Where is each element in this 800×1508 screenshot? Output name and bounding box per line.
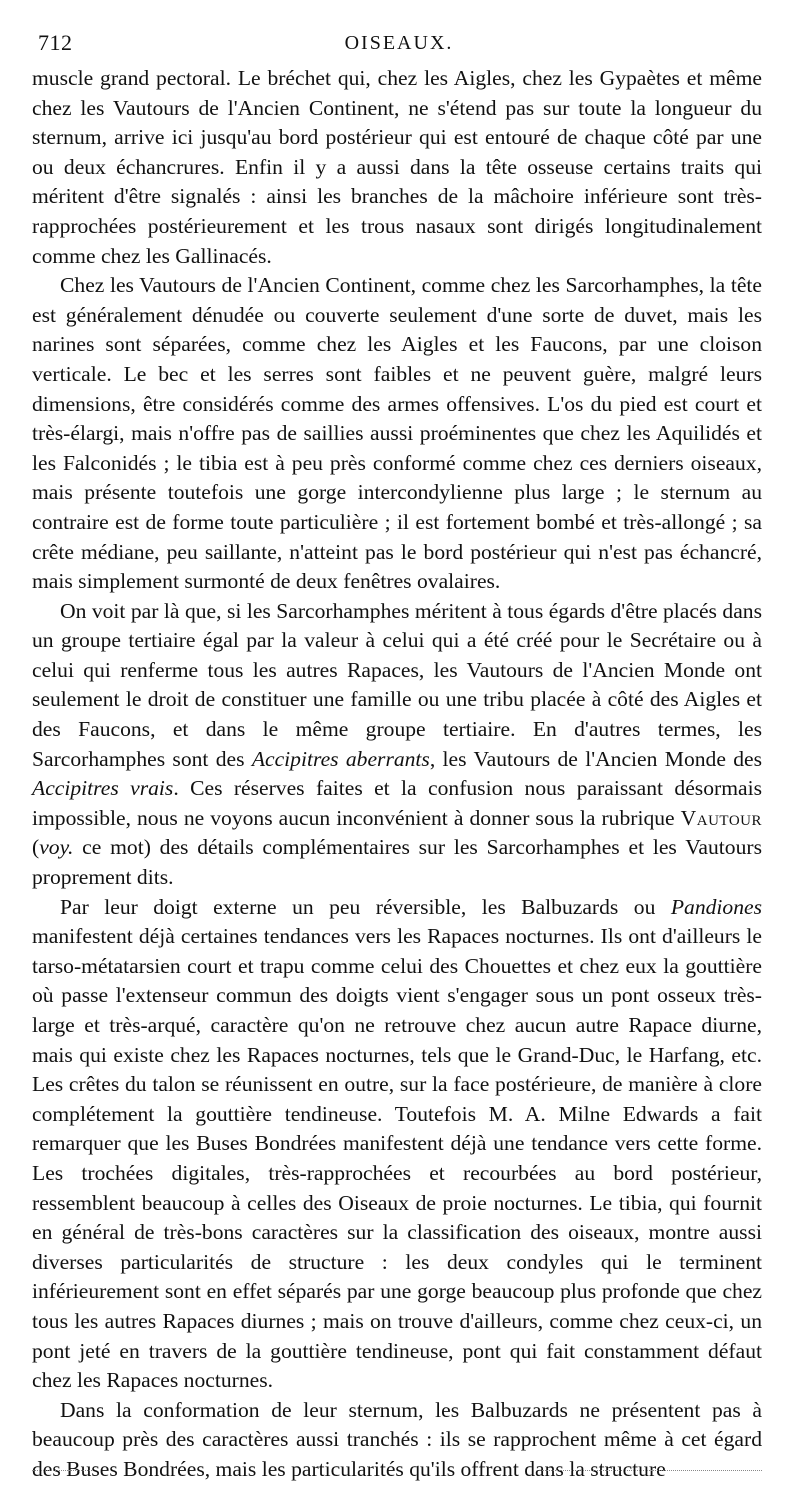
- italic-term-pandiones: Pandiones: [670, 894, 762, 919]
- page-header: [38, 30, 760, 60]
- page-number: 712: [38, 30, 73, 55]
- italic-voy: voy.: [39, 835, 74, 860]
- paragraph-2: [32, 271, 762, 597]
- italic-term-accipitres-vrais: Accipitres vrais: [32, 776, 174, 801]
- paragraph-4-text-a: Par leur doigt externe un peu réversible, les Balbuzards ou: [60, 894, 671, 919]
- paragraph-4: [32, 893, 762, 1396]
- paragraph-1-text: muscle grand pectoral. Le bréchet qui, chez les Aigles, chez les Gypaètes et même chez les Vautours de l'Ancien Continent, ne s'étend pas sur toute la longueur du sternum, arrive ici jusqu'au bord postérieur qui est entouré de chaque côté par une ou deux échancrures. Enfin il y a aussi dans la tête osseuse certains traits qui méritent d'être signalés : ainsi les branches de la mâchoire inférieure sont très-rapprochées postérieurement et les trous nasaux sont dirigés longitudinalement comme chez les Gallinacés.: [32, 66, 762, 268]
- paragraph-3: [32, 597, 762, 893]
- footer-mark-left: [32, 1470, 92, 1472]
- paragraph-3-text-d: (: [32, 835, 40, 860]
- body-text: [32, 64, 762, 1485]
- paragraph-3-text-b: , les Vautours de l'Ancien Monde des: [429, 746, 763, 771]
- paragraph-3-text-a: On voit par là que, si les Sarcorhamphes méritent à tous égards d'être placés dans un groupe tertiaire égal par la valeur à celui qui a été créé pour le Secrétaire ou à celui qui renferme tous les autres Rapaces, les Vautours de l'Ancien Monde ont seulement le droit de constituer une famille ou une tribu placée à côté des Aigles et des Faucons, et dans le même groupe tertiaire. En d'autres termes, les Sarcorhamphes sont des: [32, 598, 762, 771]
- footer-print-marks: [32, 1470, 760, 1474]
- paragraph-3-text-e: ce mot) des détails complémentaires sur les Sarcorhamphes et les Vautours proprement dits.: [32, 835, 762, 890]
- italic-term-accipitres-aberrants: Accipitres aberrants: [251, 746, 430, 771]
- cross-reference-vautour: Vautour: [680, 805, 762, 830]
- paragraph-5-text: Dans la conformation de leur sternum, les Balbuzards ne présentent pas à beaucoup près des caractères aussi tranchés : ils se rapprochent même à cet égard des Buses Bondrées, mais les particularités qu'ils offrent dans la structure: [32, 1397, 762, 1481]
- paragraph-3-text-c: . Ces réserves faites et la confusion nous paraissant désormais impossible, nous ne voyons aucun inconvénient à donner sous la rubrique: [32, 776, 762, 830]
- running-title: OISEAUX.: [344, 32, 454, 54]
- paragraph-1: [32, 64, 762, 271]
- footer-mark-right: [542, 1470, 762, 1472]
- paragraph-4-text-b: manifestent déjà certaines tendances vers les Rapaces nocturnes. Ils ont d'ailleurs le tarso-métatarsien court et trapu comme celui des Chouettes et chez eux la gouttière où passe l'extenseur commun des doigts vient s'engager sous un pont osseux très-large et très-arqué, caractère qu'on ne retrouve chez aucun autre Rapace diurne, mais qui existe chez les Rapaces nocturnes, tels que le Grand-Duc, le Harfang, etc. Les crêtes du talon se réunissent en outre, sur la face postérieure, de manière à clore complétement la gouttière tendineuse. Toutefois M. A. Milne Edwards a fait remarquer que les Buses Bondrées manifestent déjà une tendance vers cette forme. Les trochées digitales, très-rapprochées et recourbées au bord postérieur, ressemblent beaucoup à celles des Oiseaux de proie nocturnes. Le tibia, qui fournit en général de très-bons caractères sur la classification des oiseaux, montre aussi diverses particularités de structure : les deux condyles qui le terminent inférieurement sont en effet séparés par une gorge beaucoup plus profonde que chez tous les autres Rapaces diurnes ; mais on trouve d'ailleurs, comme chez ceux-ci, un pont jeté en travers de la gouttière tendineuse, pont qui fait constamment défaut chez les Rapaces nocturnes.: [32, 924, 762, 1393]
- paragraph-2-text: Chez les Vautours de l'Ancien Continent, comme chez les Sarcorhamphes, la tête est généralement dénudée ou couverte seulement d'une sorte de duvet, mais les narines sont séparées, comme chez les Aigles et les Faucons, par une cloison verticale. Le bec et les serres sont faibles et ne peuvent guère, malgré leurs dimensions, être considérés comme des armes offensives. L'os du pied est court et très-élargi, mais n'offre pas de saillies aussi proéminentes que chez les Aquilidés et les Falconidés ; le tibia est à peu près conformé comme chez ces derniers oiseaux, mais présente toutefois une gorge intercondylienne plus large ; le sternum au contraire est de forme toute particulière ; il est fortement bombé et très-allongé ; sa crête médiane, peu saillante, n'atteint pas le bord postérieur qui n'est pas échancré, mais simplement surmonté de deux fenêtres ovalaires.: [32, 273, 762, 594]
